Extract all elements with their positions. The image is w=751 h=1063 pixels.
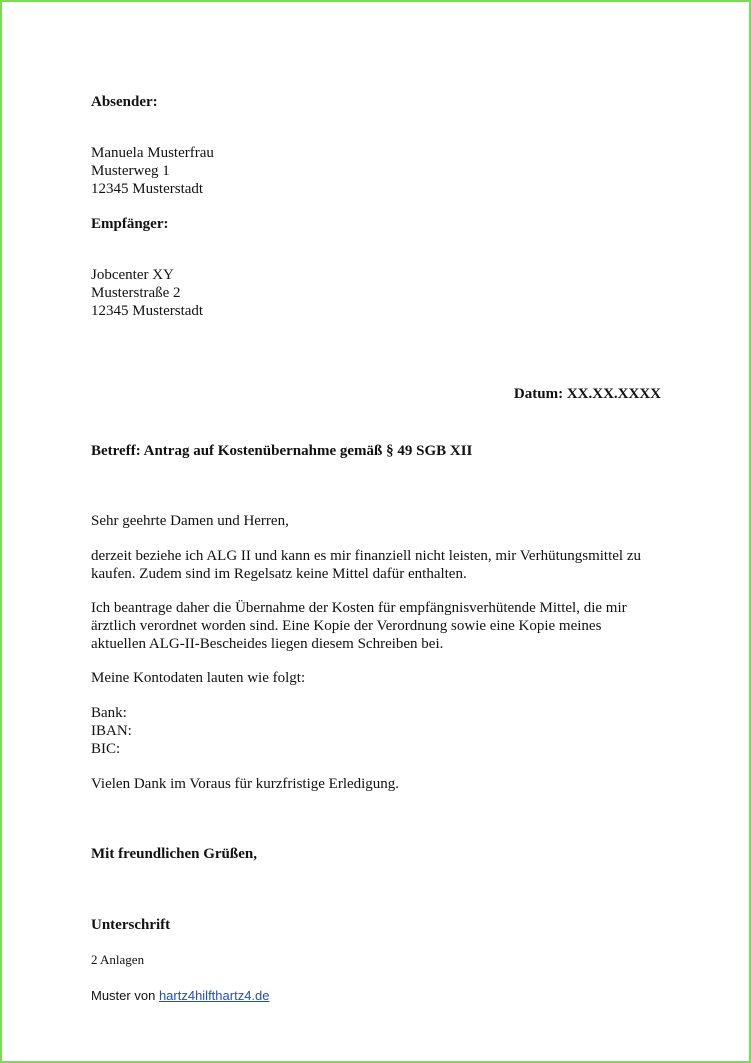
recipient-heading: Empfänger: [91, 216, 169, 232]
iban-label: IBAN: [91, 723, 132, 739]
bank-label: Bank: [91, 705, 127, 721]
sender-name: Manuela Musterfrau [91, 145, 214, 161]
subject-line: Betreff: Antrag auf Kostenübernahme gemäß § 49 SGB XII [91, 443, 473, 459]
paragraph-2-line: aktuellen ALG-II-Bescheides liegen diesem Schreiben bei. [91, 636, 444, 652]
letter-date: Datum: XX.XX.XXXX [513, 386, 661, 402]
paragraph-2 [91, 599, 627, 653]
attachments-note: 2 Anlagen [91, 952, 145, 967]
footer-prefix: Muster von [91, 988, 156, 1003]
paragraph-1 [91, 547, 641, 583]
bank-intro: Meine Kontodaten lauten wie folgt: [91, 670, 306, 686]
sender-address [91, 144, 214, 198]
recipient-name: Jobcenter XY [91, 267, 174, 283]
footer-credit [91, 987, 270, 1005]
paragraph-2-line: ärztlich verordnet worden sind. Eine Kopie der Verordnung sowie eine Kopie meines [91, 618, 602, 634]
recipient-address [91, 266, 203, 320]
thanks-line: Vielen Dank im Voraus für kurzfristige Erledigung. [91, 776, 400, 792]
recipient-city: 12345 Musterstadt [91, 303, 204, 319]
sender-city: 12345 Musterstadt [91, 181, 204, 197]
recipient-street: Musterstraße 2 [91, 285, 181, 301]
paragraph-1-line: derzeit beziehe ich ALG II und kann es mir finanziell nicht leisten, mir Verhütungsmittel zu [91, 548, 641, 564]
paragraph-1-line: kaufen. Zudem sind im Regelsatz keine Mittel dafür enthalten. [91, 566, 467, 582]
paragraph-2-line: Ich beantrage daher die Übernahme der Kosten für empfängnisverhütende Mittel, die mir [91, 600, 627, 616]
signature-label: Unterschrift [91, 917, 171, 933]
footer-link[interactable]: hartz4hilfthartz4.de [158, 988, 270, 1003]
sender-street: Musterweg 1 [91, 163, 170, 179]
salutation: Sehr geehrte Damen und Herren, [91, 513, 289, 529]
closing: Mit freundlichen Grüßen, [91, 846, 257, 862]
bank-details [91, 704, 132, 758]
sender-heading: Absender: [91, 94, 158, 110]
bic-label: BIC: [91, 741, 121, 757]
